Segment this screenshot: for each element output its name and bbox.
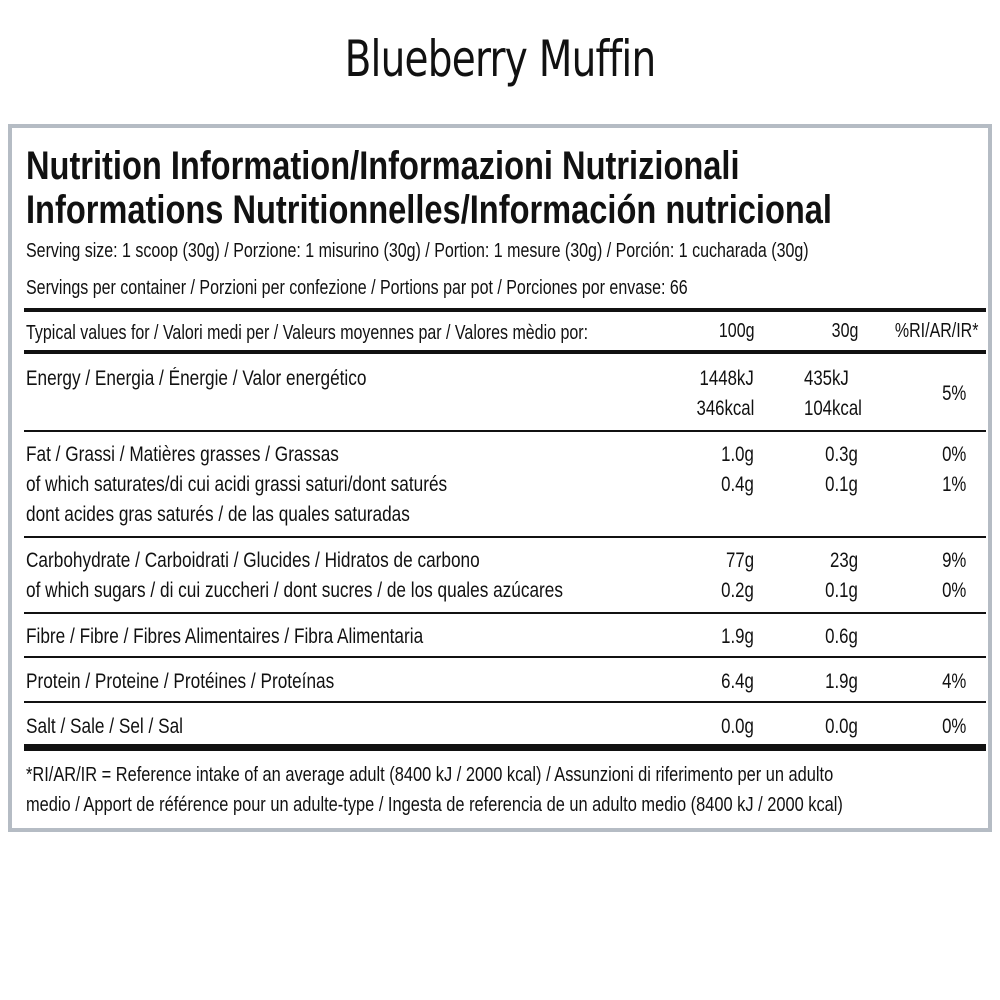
rule-thick-header [24, 350, 986, 354]
saturates-ri: 1% [941, 473, 966, 496]
energy-kcal-30g: 104kcal [804, 397, 862, 420]
col-header-ri: %RI/AR/IR* [894, 320, 978, 342]
fat-ri: 0% [941, 443, 966, 466]
carbohydrate-30g: 23g [829, 549, 858, 572]
footnote-line-1: *RI/AR/IR = Reference intake of an average adult (8400 kJ / 2000 kcal) / Assunzioni di riferimento per un adulto [26, 763, 834, 786]
saturates-label-1: of which saturates/di cui acidi grassi saturi/dont saturés [26, 473, 448, 496]
protein-100g: 6.4g [721, 670, 754, 693]
carbohydrate-ri: 9% [941, 549, 966, 572]
carbohydrate-label: Carbohydrate / Carboidrati / Glucides / Hidratos de carbono [26, 549, 480, 572]
salt-ri: 0% [941, 715, 966, 738]
carbohydrate-100g: 77g [725, 549, 754, 572]
saturates-30g: 0.1g [825, 473, 858, 496]
serving-size: Serving size: 1 scoop (30g) / Porzione: 1 misurino (30g) / Portion: 1 mesure (30g) / Porción: 1 cucharada (30g) [26, 240, 809, 262]
rule-thick-bottom [24, 744, 986, 751]
col-header-100g: 100g [718, 320, 754, 342]
fibre-100g: 1.9g [721, 625, 754, 648]
rule-protein [24, 701, 986, 703]
rule-thick-top [24, 308, 986, 312]
rule-fibre [24, 656, 986, 658]
heading-line-1: Nutrition Information/Informazioni Nutrizionali [26, 144, 740, 188]
sugars-ri: 0% [941, 579, 966, 602]
energy-label: Energy / Energia / Énergie / Valor energético [26, 367, 367, 390]
energy-ri: 5% [941, 382, 966, 405]
fat-label: Fat / Grassi / Matières grasses / Grassas [26, 443, 339, 466]
footnote-line-2: medio / Apport de référence pour un adulte-type / Ingesta de referencia de un adulto medio (8400 kJ / 2000 kcal) [26, 793, 843, 816]
salt-label: Salt / Sale / Sel / Sal [26, 715, 183, 738]
protein-label: Protein / Proteine / Protéines / Proteínas [26, 670, 335, 693]
sugars-30g: 0.1g [825, 579, 858, 602]
energy-kj-30g: 435kJ [804, 367, 849, 390]
rule-energy [24, 430, 986, 432]
nutrition-panel [8, 124, 992, 832]
rule-carbohydrate [24, 612, 986, 614]
protein-ri: 4% [941, 670, 966, 693]
energy-kcal-100g: 346kcal [696, 397, 754, 420]
product-title: Blueberry Muffin [344, 30, 656, 88]
fibre-label: Fibre / Fibre / Fibres Alimentaires / Fibra Alimentaria [26, 625, 424, 648]
rule-fat [24, 536, 986, 538]
table-header-label: Typical values for / Valori medi per / Valeurs moyennes par / Valores mèdio por: [26, 322, 589, 344]
salt-100g: 0.0g [721, 715, 754, 738]
protein-30g: 1.9g [825, 670, 858, 693]
fat-100g: 1.0g [721, 443, 754, 466]
saturates-label-2: dont acides gras saturés / de las quales saturadas [26, 503, 410, 526]
heading-line-2: Informations Nutritionnelles/Información nutricional [26, 188, 832, 232]
energy-kj-100g: 1448kJ [699, 367, 754, 390]
salt-30g: 0.0g [825, 715, 858, 738]
servings-per-container: Servings per container / Porzioni per confezione / Portions par pot / Porciones por envase: 66 [26, 277, 688, 299]
fibre-30g: 0.6g [825, 625, 858, 648]
saturates-100g: 0.4g [721, 473, 754, 496]
fat-30g: 0.3g [825, 443, 858, 466]
sugars-100g: 0.2g [721, 579, 754, 602]
sugars-label: of which sugars / di cui zuccheri / dont sucres / de los quales azúcares [26, 579, 563, 602]
col-header-30g: 30g [831, 320, 858, 342]
